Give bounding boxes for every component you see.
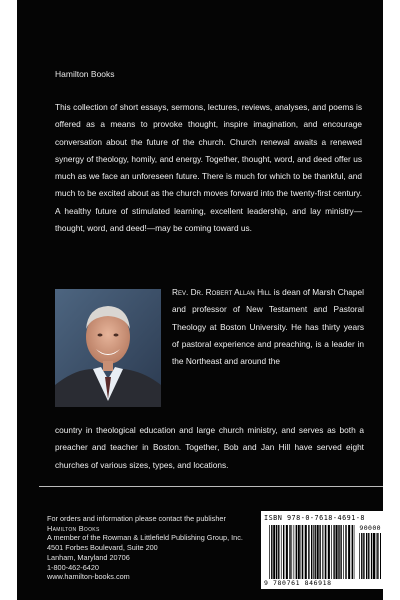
barcode-bar [291,525,292,579]
barcode-bar [271,525,272,579]
price-code: 90000 [359,524,381,532]
barcode-addon-bars [359,533,381,579]
barcode-bar [331,525,332,579]
barcode-bar [336,525,338,579]
barcode-bar [289,525,290,579]
publisher-member-line: A member of the Rowman & Littlefield Publishing Group, Inc. [47,533,243,543]
isbn-number: ISBN 978-0-7618-4691-8 [264,514,366,522]
barcode-bar [298,525,300,579]
barcode-bar [352,525,353,579]
barcode-bar [296,525,297,579]
barcode-bar [376,533,377,579]
barcode-bar [328,525,330,579]
barcode-bar [283,525,284,579]
publisher-label: Hamilton Books [55,69,115,79]
barcode-bar [359,533,360,579]
publisher-phone: 1-800-462-6420 [47,562,99,572]
barcode-bar [361,533,362,579]
barcode-bar [269,525,270,579]
author-name: Rev. Dr. Robert Allan Hill [172,287,272,297]
barcode-bar [286,525,288,579]
barcode-bar [281,525,282,579]
barcode-bar [325,525,326,579]
barcode-bar [302,525,303,579]
author-portrait-image [55,289,161,407]
publisher-website: www.hamilton-books.com [47,572,130,582]
barcode-bar [319,525,320,579]
barcode-bar [273,525,275,579]
left-margin [0,0,17,600]
barcode-bar [294,525,295,579]
barcode-bar [343,525,344,579]
contact-intro: For orders and information please contact the publisher [47,514,226,523]
author-bio-continued: country in theological education and large church ministry, and serves as both a preacher and teacher in Boston. Together, Bob and Jan Hill have served eight churches of various sizes, types, and locations. [55,425,364,470]
author-bio-part1: is dean of Marsh Chapel and professor of New Testament and Pastoral Theology at Boston University. He has thirty years of pastoral experience and preaching, is a leader in the Northeast and around the [172,287,364,367]
barcode-digits: 9 780761 846918 [264,579,332,587]
barcode-bar [371,533,372,579]
barcode-bar [305,525,307,579]
barcode-bar [333,525,334,579]
barcode-bar [311,525,312,579]
barcode-bar [348,525,350,579]
publisher-name: Hamilton Books [47,523,100,533]
publisher-address-2: Lanham, Maryland 20706 [47,552,130,562]
barcode-bar [373,533,375,579]
barcode-bar [301,525,302,579]
barcode-bar [377,533,378,579]
barcode-bar [324,525,325,579]
author-photo [55,289,161,407]
author-bio [172,284,364,370]
barcode-bar [340,525,341,579]
barcode-bar [380,533,381,579]
barcode-bar [368,533,369,579]
barcode-bar [354,525,355,579]
barcode-bars [269,525,355,579]
barcode-bar [317,525,319,579]
barcode-bar [308,525,309,579]
barcode-bar [366,533,367,579]
isbn-barcode [261,511,385,589]
barcode-bar [345,525,346,579]
barcode-bar [322,525,323,579]
barcode-bar [338,525,339,579]
publisher-address-1: 4501 Forbes Boulevard, Suite 200 [47,543,158,553]
barcode-bar [315,525,316,579]
barcode-bar [313,525,314,579]
barcode-bar [278,525,279,579]
book-description: This collection of short essays, sermons, lectures, reviews, analyses, and poems is offered as a means to provoke thought, inspire imagination, and encourage conversation about the future of the church. Church renewal awaits a renewed synergy of theology, homily, and energy. Together, thought, word, and deed offer us much as we face an unforeseen future. There is much for which to be thankful, and much to be excited about as the church moves forward into the twenty-first century. A healthy future of stimulated learning, excellent leadership, and lay ministry—thought, word, and deed!—may be coming toward us. [55,102,362,234]
barcode-bar [276,525,277,579]
back-cover-panel [17,0,383,600]
right-margin [383,0,400,600]
barcode-bar [363,533,364,579]
divider-line [39,486,383,487]
publisher-contact [47,514,257,582]
